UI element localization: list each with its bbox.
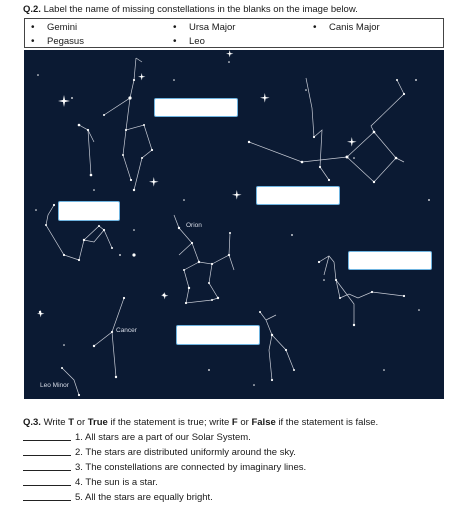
statement-text: 4. The sun is a star. [75,477,158,488]
word-bank-text: Leo [189,36,205,47]
bullet-icon: • [313,22,317,33]
bullet-icon: • [31,22,35,33]
statement-row [23,477,158,488]
answer-blank[interactable] [23,455,71,456]
answer-box[interactable] [256,186,340,205]
statement-text: 1. All stars are a part of our Solar System. [75,432,251,443]
word-bank [24,18,444,48]
word-bank-text: Pegasus [47,36,84,47]
statement-row [23,492,213,503]
instruction-text: if the statement is true; write [107,417,232,428]
statement-text: 5. All the stars are equally bright. [75,492,213,503]
answer-blank[interactable] [23,500,71,501]
bullet-icon: • [173,22,177,33]
instruction-keyword: True [87,417,108,428]
question-3-title [23,417,378,428]
answer-blank[interactable] [23,470,71,471]
bullet-icon: • [31,36,35,47]
star-map [24,50,444,399]
answer-box[interactable] [176,325,260,345]
cancer-label: Cancer [116,327,137,334]
word-bank-text: Gemini [47,22,78,33]
instruction-keyword: False [251,417,276,428]
statement-row [23,462,306,473]
orion-label: Orion [186,222,202,229]
answer-blank[interactable] [23,485,71,486]
statement-text: 3. The constellations are connected by imaginary lines. [75,462,307,473]
question-3-number: Q.3. [23,417,41,428]
question-2-instruction: Label the name of missing constellations in the blanks on the image below. [40,4,358,15]
word-bank-text: Canis Major [329,22,380,33]
constellation-stars [45,79,405,396]
instruction-text: or [74,417,88,428]
instruction-keyword: T [68,417,75,428]
instruction-keyword: F [231,417,238,428]
statement-row [23,447,296,458]
instruction-text: or [237,417,252,428]
instruction-text: Write [40,417,69,428]
answer-blank[interactable] [23,440,71,441]
leo-minor-label: Leo Minor [40,382,69,389]
answer-box[interactable] [58,201,120,221]
question-2-title [23,4,358,15]
word-bank-text: Ursa Major [189,22,236,33]
answer-box[interactable] [348,251,432,270]
bullet-icon: • [173,36,177,47]
statement-row [23,432,251,443]
statement-text: 2. The stars are distributed uniformly around the sky. [75,447,296,458]
instruction-text: if the statement is false. [275,417,379,428]
answer-box[interactable] [154,98,238,117]
question-2-number: Q.2. [23,4,41,15]
